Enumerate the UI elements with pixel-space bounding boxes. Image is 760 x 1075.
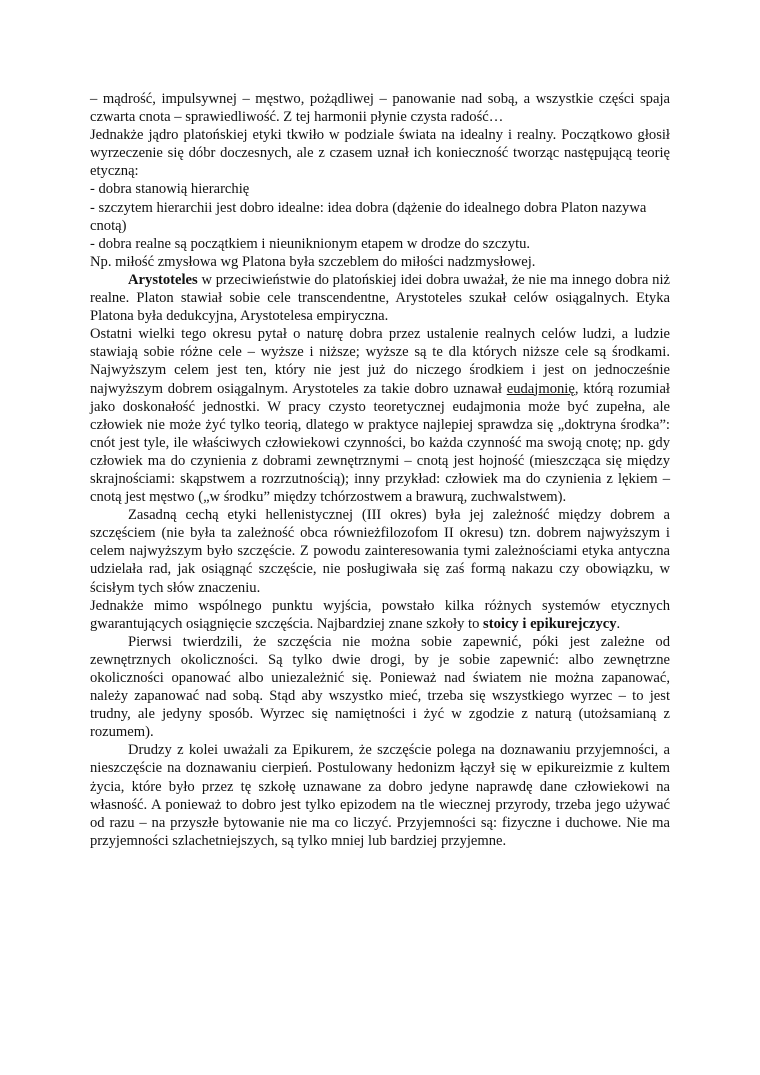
list-item-ideal-good: - szczytem hierarchii jest dobro idealne: idea dobra (dążenie do idealnego dobra Platon nazywa cnotą) <box>90 199 647 234</box>
term-stoics-epicureans: stoicy i epikurejczycy <box>483 615 617 632</box>
paragraph-virtues: – mądrość, impulsywnej – męstwo, pożądliwej – panowanie nad sobą, a wszystkie części spaja czwarta cnota – sprawiedliwość. Z tej harmonii płynie czysta radość… <box>90 91 670 126</box>
paragraph-stoics: Pierwsi twierdzili, że szczęścia nie można sobie zapewnić, póki jest zależne od zewnętrznych okoliczności. Są tylko dwie drogi, by je sobie zapewnić: albo zewnętrzne okoliczności opanować albo uniezależnić się. Ponieważ nad światem nie można zapanować, należy zapanować nad sobą. Stąd aby wszystko mieć, trzeba się wszystkiego wyrzec – to jest trudny, ale jedyny sposób. Wyrzec się namiętności i żyć w zgodzie z naturą (utożsamianą z rozumem). <box>90 633 670 741</box>
paragraph-hellenistic: Zasadną cechą etyki hellenistycznej (III okres) była jej zależność między dobrem a szczęściem (nie była ta zależność obca równieżfilozofom II okresu) tzn. dobrem najwyższym i celem najwyższym było szczęście. Z powodu zainteresowania tymi zależnościami etyka antyczna udzielała rad, jak osiągnąć szczęście, nie posługiwała się zaś formą nakazu czy obowiązku, w ścisłym tych słów znaczeniu. <box>90 507 670 596</box>
paragraph-schools <box>90 597 670 633</box>
list-item-real-goods: - dobra realne są początkiem i nieuniknionym etapem w drodze do szczytu. <box>90 235 531 252</box>
paragraph-epicureans: Drudzy z kolei uważali za Epikurem, że szczęście polega na doznawaniu przyjemności, a nieszczęście na doznawaniu cierpień. Postulowany hedonizm łączył się w epikureizmie z kultem życia, które było przez tę szkołę uznawane za dobro jedyne naprawdę dane człowiekowi na własność. A ponieważ to dobro jest tylko epizodem na tle wiecznej przyrody, trzeba jego używać od razu – na przyszłe bytowanie nie ma co liczyć. Przyjemności są: fizyczne i duchowe. Nie ma przyjemności szlachetniejszych, są tylko mniej lub bardziej przyjemne. <box>90 742 670 849</box>
document-page <box>90 90 670 850</box>
paragraph-schools-text-2: . <box>616 615 621 632</box>
paragraph-eudaimonia-text-1: Ostatni wielki tego okresu pytał o naturę dobra przez ustalenie realnych celów ludzi, a ludzie stawiają sobie różne cele – wyższe i niższe; wyższe są te dla których niższe cele są środkami. Najwyższym celem jest ten, który nie jest już do niczego środkiem i jest on jednocześnie najwyższym dobrem osiągalnym. Arystoteles za takie dobro uznawał <box>90 326 670 397</box>
term-eudaimonia: eudajmonię <box>506 380 575 397</box>
paragraph-eudaimonia <box>90 325 670 506</box>
paragraph-plato-love: Np. miłość zmysłowa wg Platona była szczeblem do miłości nadzmysłowej. <box>90 253 536 270</box>
paragraph-aristotle <box>90 271 670 325</box>
paragraph-aristotle-text: w przeciwieństwie do platońskiej idei dobra uważał, że nie ma innego dobra niż realne. Platon stawiał sobie cele transcendentne, Arystoteles szukał celów osiągalnych. Etyka Platona była dedukcyjna, Arystotelesa empiryczna. <box>90 271 670 325</box>
paragraph-schools-text-1: Jednakże mimo wspólnego punktu wyjścia, powstało kilka różnych systemów etycznych gwarantujących osiągnięcie szczęścia. Najbardziej znane szkoły to <box>90 597 670 632</box>
paragraph-plato-core: Jednakże jądro platońskiej etyki tkwiło w podziale świata na idealny i realny. Początkowo głosił wyrzeczenie się dóbr doczesnych, ale z czasem uznał ich konieczność tworząc następującą teorię etyczną: <box>90 127 670 180</box>
term-aristotle: Arystoteles <box>128 271 198 288</box>
paragraph-eudaimonia-text-2: , którą rozumiał jako doskonałość jednostki. W pracy czysto teoretycznej eudajmonia może być zupełna, ale człowiek nie może żyć tylko teorią, dlatego w praktyce najlepiej sprawdza się „doktryna środka”: cnót jest tyle, ile właściwych człowiekowi czynności, bo każda czynność ma swoją cnotę; np. gdy człowiek ma do czynienia z dobrami zewnętrznymi – cnotą jest hojność (mieszcząca się między skrajnościami: skąpstwem a rozrzutnością); inny przykład: człowiek ma do czynienia z lękiem – cnotą jest męstwo („w środku” między tchórzostwem a brawurą, zuchwalstwem). <box>90 380 670 506</box>
list-item-hierarchy: - dobra stanowią hierarchię <box>90 181 250 198</box>
